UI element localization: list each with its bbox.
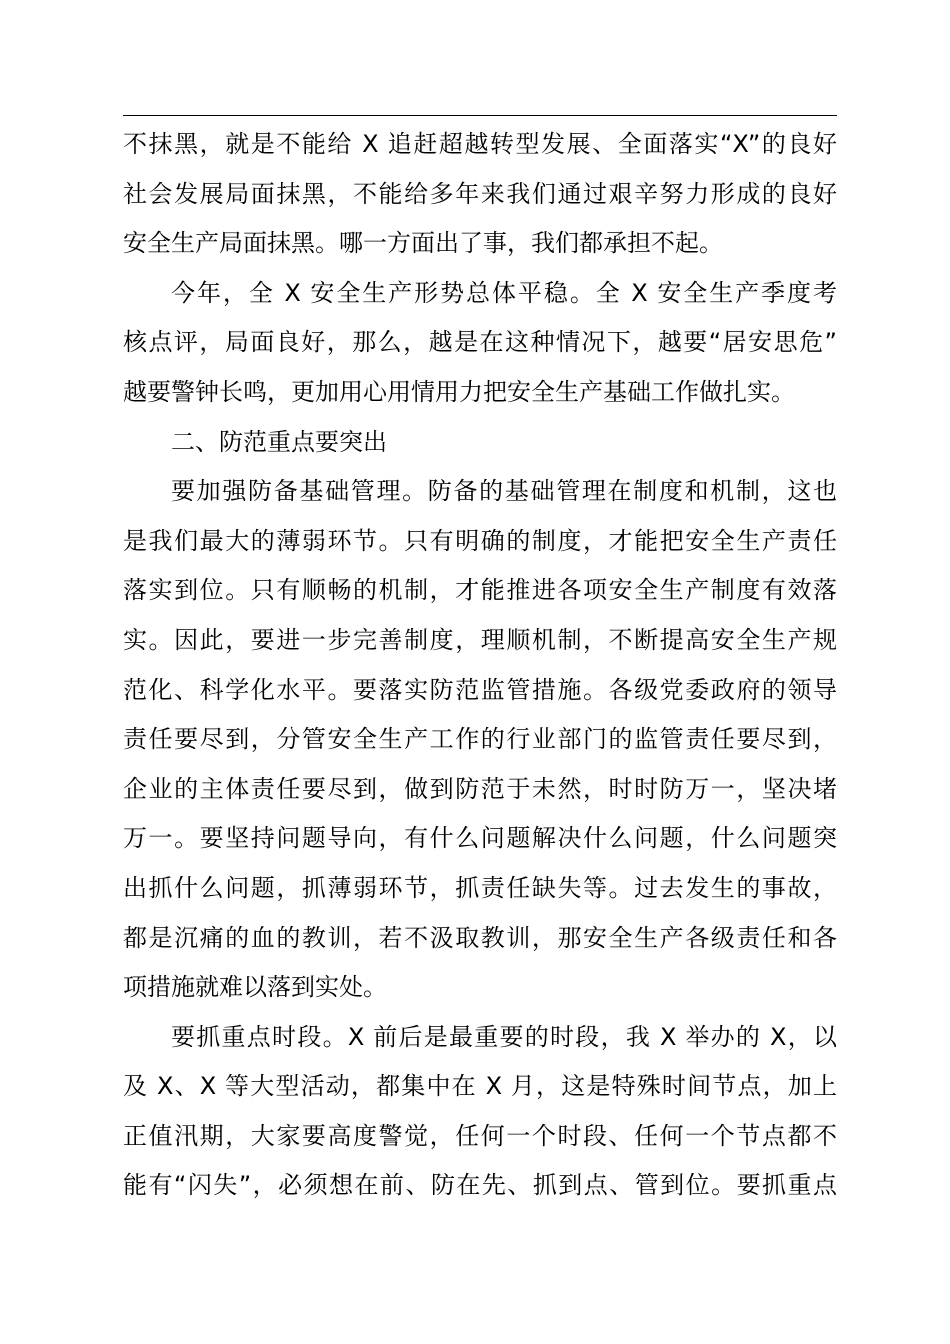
text-line: 要抓重点时段。X 前后是最重要的时段，我 X 举办的 X，以 [171,1022,837,1051]
text-line: 安全生产局面抹黑。哪一方面出了事，我们都承担不起。 [123,229,723,258]
text-line: 能有“闪失”，必须想在前、防在先、抓到点、管到位。要抓重点 [123,1171,837,1200]
header-rule [123,115,837,116]
text-line: 不抹黑，就是不能给 X 追赶超越转型发展、全面落实“X”的良好 [123,130,837,158]
text-line: 核点评，局面良好，那么，越是在这种情况下，越要“居安思危” [123,328,837,357]
text-line: 越要警钟长鸣，更加用心用情用力把安全生产基础工作做扎实。 [123,377,795,406]
text-line: 正值汛期，大家要高度警觉，任何一个时段、任何一个节点都不 [123,1121,837,1150]
text-line: 要加强防备基础管理。防备的基础管理在制度和机制，这也 [171,477,837,506]
text-line: 落实到位。只有顺畅的机制，才能推进各项安全生产制度有效落 [123,576,837,605]
text-line: 社会发展局面抹黑，不能给多年来我们通过艰辛努力形成的良好 [123,179,837,208]
text-line: 都是沉痛的血的教训，若不汲取教训，那安全生产各级责任和各 [123,923,837,952]
text-line: 范化、科学化水平。要落实防范监管措施。各级党委政府的领导 [123,675,837,704]
text-line: 出抓什么问题，抓薄弱环节，抓责任缺失等。过去发生的事故， [123,873,837,902]
text-line: 及 X、X 等大型活动，都集中在 X 月，这是特殊时间节点，加上 [123,1072,837,1101]
text-line: 项措施就难以落到实处。 [123,973,387,1002]
text-line: 今年，全 X 安全生产形势总体平稳。全 X 安全生产季度考 [171,278,837,307]
text-line: 是我们最大的薄弱环节。只有明确的制度，才能把安全生产责任 [123,526,837,555]
body-text [123,120,837,1211]
text-line: 实。因此，要进一步完善制度，理顺机制，不断提高安全生产规 [123,625,837,654]
section-heading: 二、防范重点要突出 [171,427,387,456]
text-line: 企业的主体责任要尽到，做到防范于未然，时时防万一，坚决堵 [123,774,837,803]
text-line: 万一。要坚持问题导向，有什么问题解决什么问题，什么问题突 [123,824,837,853]
text-line: 责任要尽到，分管安全生产工作的行业部门的监管责任要尽到， [123,725,837,754]
